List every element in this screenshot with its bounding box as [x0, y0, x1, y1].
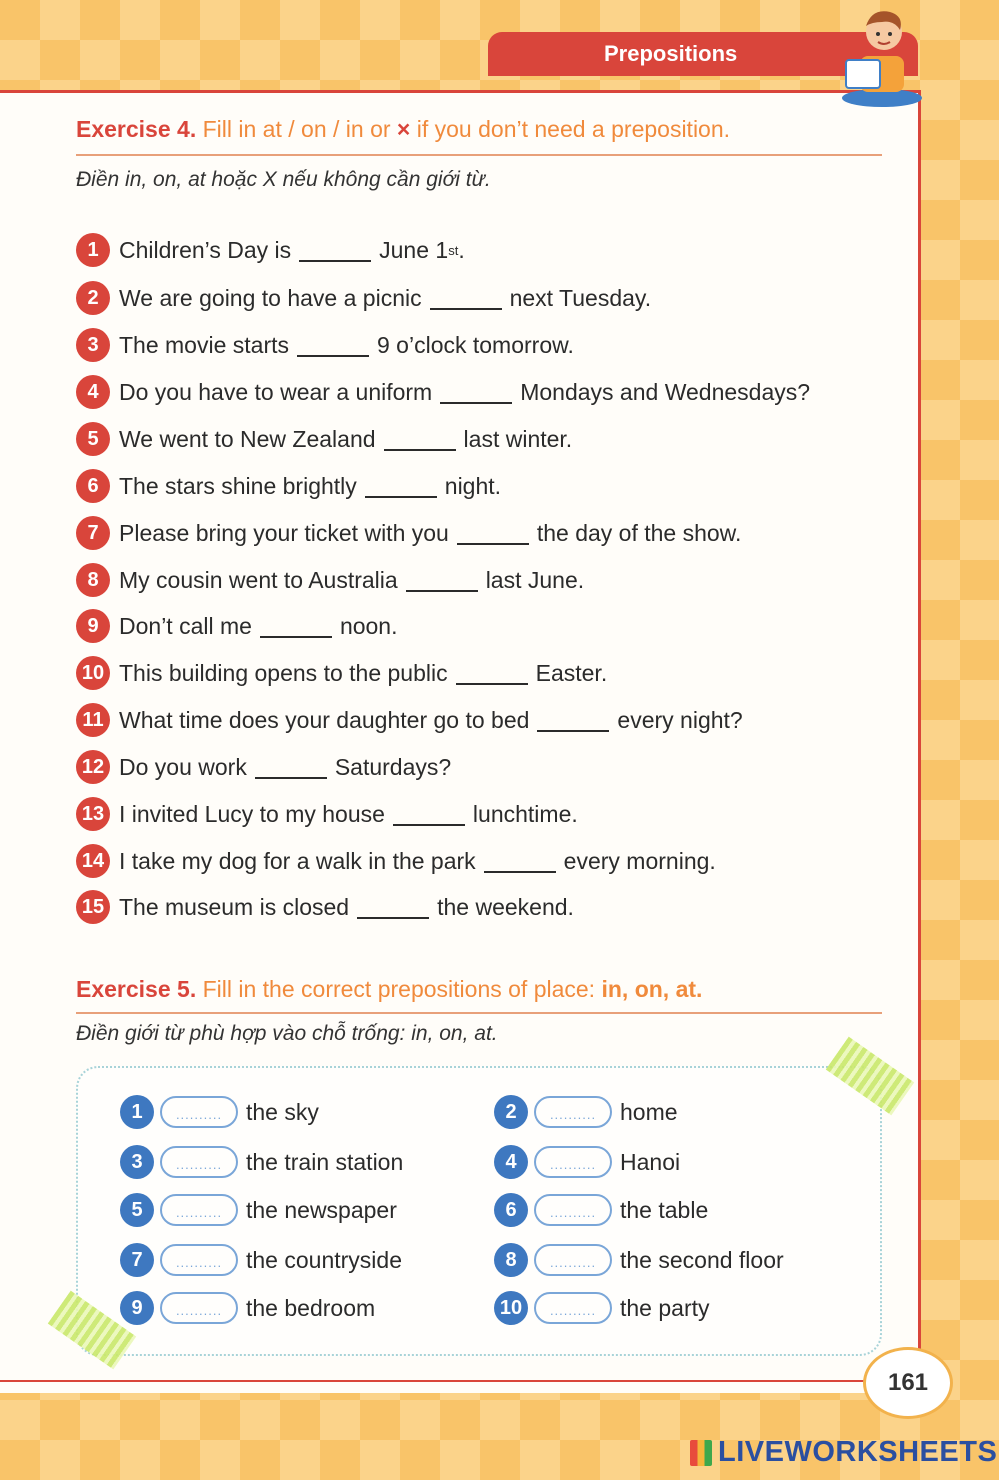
exercise-4-item	[76, 232, 465, 268]
item-number-badge: 4	[494, 1145, 528, 1179]
exercise-4-item	[76, 280, 651, 316]
item-text-before: We are going to have a picnic	[119, 284, 422, 311]
footer-rule	[0, 1380, 866, 1382]
item-number-badge: 14	[76, 844, 110, 878]
exercise-5-item	[494, 1092, 678, 1132]
brand-name: LIVEWORKSHEETS	[718, 1436, 998, 1468]
item-number-badge: 2	[494, 1095, 528, 1129]
exercise-4-instruction-pre: Fill in at / on / in or	[202, 116, 391, 142]
exercise-5-item	[494, 1240, 784, 1280]
item-text-after: June 1	[379, 236, 449, 263]
exercise-5-item	[494, 1190, 708, 1230]
item-text: the table	[620, 1196, 709, 1223]
item-text-before: Don’t call me	[119, 612, 252, 639]
exercise-5-label: Exercise 5.	[76, 976, 197, 1002]
exercise-4-item	[76, 889, 574, 925]
answer-pill[interactable]: ..........	[160, 1146, 238, 1178]
item-text-before: Do you have to wear a uniform	[119, 378, 433, 405]
boy-reading-mascot-icon	[838, 4, 924, 108]
exercise-5-instruction: Fill in the correct prepositions of place:	[202, 976, 596, 1002]
item-number-badge: 5	[76, 422, 110, 456]
item-text-after: every night?	[617, 706, 743, 733]
answer-blank[interactable]	[537, 708, 609, 732]
page-header-title: Prepositions	[604, 41, 738, 66]
item-number-badge: 1	[120, 1095, 154, 1129]
exercise-5-rule	[76, 1012, 882, 1014]
answer-pill[interactable]: ..........	[160, 1194, 238, 1226]
item-text: the party	[620, 1294, 710, 1321]
item-text: Hanoi	[620, 1148, 681, 1175]
exercise-5-item	[494, 1288, 710, 1328]
item-text: the newspaper	[246, 1196, 397, 1223]
item-number-badge: 11	[76, 703, 110, 737]
item-text-before: What time does your daughter go to bed	[119, 706, 530, 733]
item-number-badge: 9	[120, 1291, 154, 1325]
item-text: the bedroom	[246, 1294, 376, 1321]
exercise-4-item	[76, 468, 501, 504]
answer-blank[interactable]	[357, 895, 429, 919]
item-text-before: The stars shine brightly	[119, 472, 357, 499]
item-text-after: last June.	[485, 566, 585, 593]
exercise-4-title	[76, 116, 730, 143]
exercise-4-item	[76, 562, 584, 598]
answer-pill[interactable]: ..........	[160, 1096, 238, 1128]
answer-pill[interactable]: ..........	[534, 1292, 612, 1324]
answer-pill[interactable]: ..........	[534, 1244, 612, 1276]
item-text-before: We went to New Zealand	[119, 425, 376, 452]
exercise-4-item	[76, 374, 810, 410]
answer-blank[interactable]	[255, 755, 327, 779]
x-mark-icon: ×	[396, 116, 411, 142]
exercise-4-item	[76, 421, 572, 457]
item-text-after: Easter.	[535, 659, 608, 686]
item-number-badge: 2	[76, 281, 110, 315]
item-text-tail: .	[458, 236, 465, 263]
page-number: 161	[866, 1350, 950, 1416]
item-text-after: Saturdays?	[334, 753, 452, 780]
answer-blank[interactable]	[456, 661, 528, 685]
item-number-badge: 5	[120, 1193, 154, 1227]
answer-pill[interactable]: ..........	[160, 1244, 238, 1276]
exercise-5-options: in, on, at.	[601, 976, 703, 1002]
exercise-5-item	[120, 1288, 375, 1328]
exercise-5-item	[120, 1190, 397, 1230]
answer-pill[interactable]: ..........	[534, 1194, 612, 1226]
answer-blank[interactable]	[365, 474, 437, 498]
item-number-badge: 1	[76, 233, 110, 267]
item-number-badge: 4	[76, 375, 110, 409]
item-number-badge: 8	[494, 1243, 528, 1277]
item-text-after: lunchtime.	[472, 800, 578, 827]
liveworksheets-logo-icon	[690, 1440, 712, 1466]
item-number-badge: 6	[494, 1193, 528, 1227]
item-text-after: noon.	[339, 612, 398, 639]
item-number-badge: 3	[120, 1145, 154, 1179]
item-text-before: I take my dog for a walk in the park	[119, 847, 476, 874]
item-number-badge: 7	[120, 1243, 154, 1277]
item-text-before: Please bring your ticket with you	[119, 519, 449, 546]
item-text-after: every morning.	[563, 847, 716, 874]
answer-blank[interactable]	[260, 614, 332, 638]
exercise-5-subtitle: Điền giới từ phù hợp vào chỗ trống: in, on, at.	[76, 1022, 498, 1045]
answer-blank[interactable]	[406, 568, 478, 592]
answer-pill[interactable]: ..........	[534, 1146, 612, 1178]
item-text: the train station	[246, 1148, 404, 1175]
item-number-badge: 3	[76, 328, 110, 362]
item-text-before: The museum is closed	[119, 893, 350, 920]
exercise-4-item	[76, 608, 398, 644]
exercise-4-subtitle: Điền in, on, at hoặc X nếu không cần giới từ.	[76, 168, 491, 191]
item-text-before: I invited Lucy to my house	[119, 800, 385, 827]
item-number-badge: 9	[76, 609, 110, 643]
exercise-4-rule	[76, 154, 882, 156]
answer-pill[interactable]: ..........	[160, 1292, 238, 1324]
answer-blank[interactable]	[297, 333, 369, 357]
item-text: the countryside	[246, 1246, 402, 1273]
answer-blank[interactable]	[393, 802, 465, 826]
item-number-badge: 6	[76, 469, 110, 503]
answer-blank[interactable]	[484, 849, 556, 873]
item-number-badge: 15	[76, 890, 110, 924]
answer-blank[interactable]	[457, 521, 529, 545]
item-text: the second floor	[620, 1246, 784, 1273]
exercise-5-item	[120, 1142, 403, 1182]
item-text-before: Do you work	[119, 753, 247, 780]
item-text-after: next Tuesday.	[509, 284, 652, 311]
answer-blank[interactable]	[384, 427, 456, 451]
exercise-4-instruction-post: if you don’t need a preposition.	[416, 116, 731, 142]
ordinal-suffix: st	[448, 242, 459, 258]
exercise-4-item	[76, 655, 607, 691]
item-number-badge: 7	[76, 516, 110, 550]
item-text-after: Mondays and Wednesdays?	[520, 378, 811, 405]
item-number-badge: 10	[76, 656, 110, 690]
exercise-4-item	[76, 843, 716, 879]
exercise-4-item	[76, 796, 578, 832]
item-text-before: This building opens to the public	[119, 659, 448, 686]
item-text: home	[620, 1098, 678, 1125]
item-number-badge: 12	[76, 750, 110, 784]
exercise-4-item	[76, 702, 743, 738]
item-text-after: 9 o’clock tomorrow.	[377, 331, 574, 358]
item-text-after: the day of the show.	[536, 519, 742, 546]
exercise-4-item	[76, 515, 741, 551]
answer-pill[interactable]: ..........	[534, 1096, 612, 1128]
item-number-badge: 13	[76, 797, 110, 831]
item-text-after: last winter.	[463, 425, 573, 452]
item-text-before: My cousin went to Australia	[119, 566, 398, 593]
item-text-before: The movie starts	[119, 331, 289, 358]
exercise-5-item	[494, 1142, 680, 1182]
exercise-4-label: Exercise 4.	[76, 116, 197, 142]
answer-blank[interactable]	[440, 380, 512, 404]
item-number-badge: 8	[76, 563, 110, 597]
item-text-before: Children’s Day is	[119, 236, 292, 263]
answer-blank[interactable]	[299, 238, 371, 262]
brand-logo	[690, 1436, 997, 1469]
item-text: the sky	[246, 1098, 319, 1125]
exercise-5-item	[120, 1240, 402, 1280]
item-text-after: the weekend.	[437, 893, 574, 920]
exercise-4-item	[76, 327, 574, 363]
exercise-5-title	[76, 976, 702, 1003]
item-text-after: night.	[444, 472, 502, 499]
exercise-5-item	[120, 1092, 319, 1132]
answer-blank[interactable]	[430, 286, 502, 310]
exercise-4-item	[76, 749, 451, 785]
item-number-badge: 10	[494, 1291, 528, 1325]
